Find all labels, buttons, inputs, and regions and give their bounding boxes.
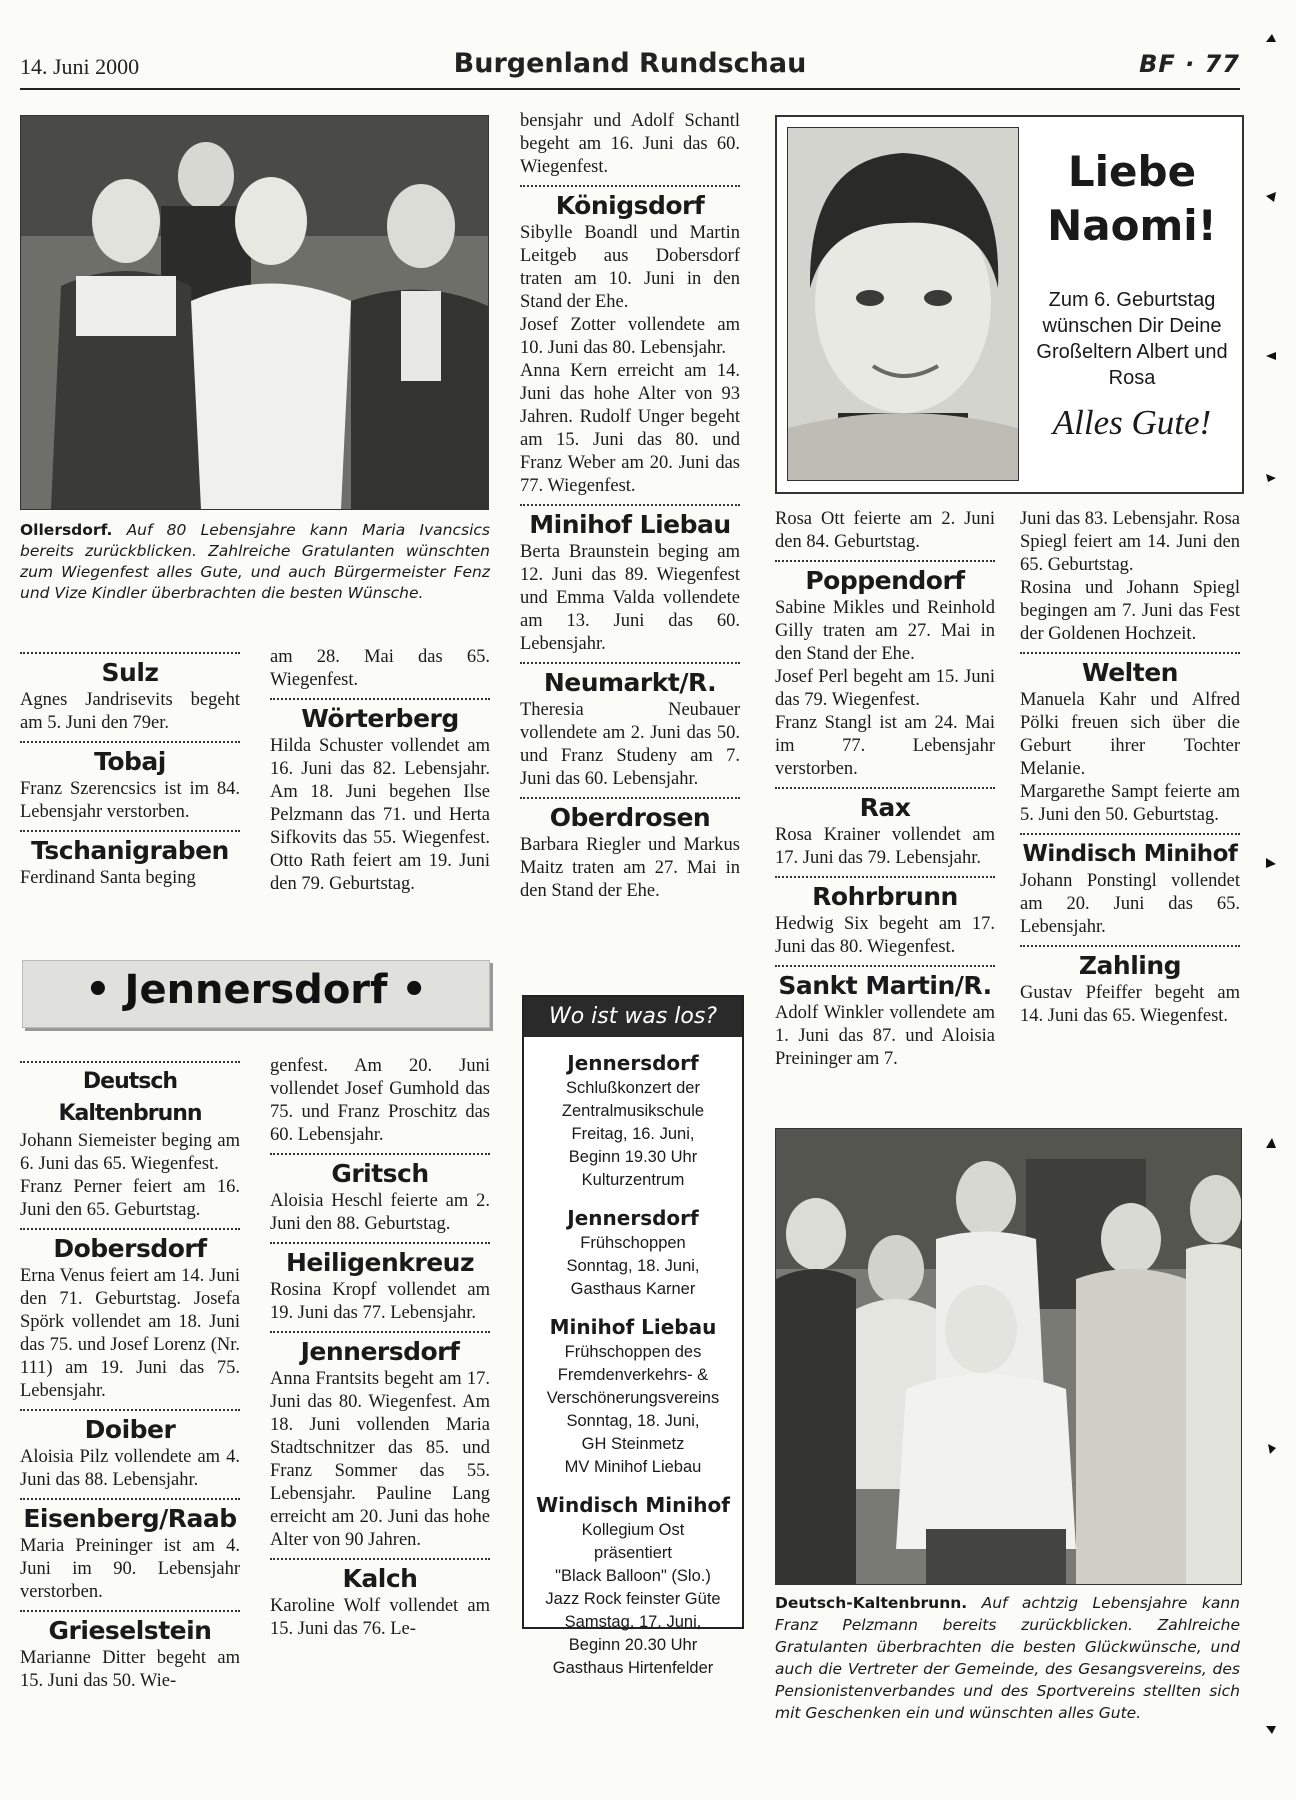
place-heading: Minihof Liebau <box>529 510 731 539</box>
event-line: Beginn 20.30 Uhr <box>568 1636 698 1654</box>
scan-mark <box>1264 470 1278 484</box>
separator <box>20 741 240 743</box>
issue-date: 14. Juni 2000 <box>20 54 140 79</box>
photo-ollersdorf-image <box>21 116 488 509</box>
news-item: Franz Stangl ist am 24. Mai im 77. Lebensjahr verstorben. <box>775 713 995 779</box>
news-item: Juni das 83. Lebensjahr. Rosa Spiegl feiert am 14. Juni den 65. Geburtstag. <box>1020 509 1240 575</box>
caption-text: Auf 80 Lebensjahre kann Maria Ivancsics bereits zurückblicken. Zahlreiche Gratulanten wünschten zum Wiegenfest alles Gute, und auch Bürgermeister Fenz und Vize Kindler überbrachten die besten Wünsche. <box>20 521 490 602</box>
news-item: Franz Szerencsics ist im 84. Lebensjahr verstorben. <box>20 779 240 822</box>
event-title: Jennersdorf <box>567 1206 699 1230</box>
page-header <box>20 48 1240 90</box>
separator <box>270 1331 490 1333</box>
separator <box>775 965 995 967</box>
event-item <box>524 1049 742 1192</box>
event-line: "Black Balloon" (Slo.) <box>555 1567 711 1585</box>
scan-mark <box>1264 348 1278 362</box>
place-heading: Neumarkt/R. <box>543 668 717 697</box>
event-line: Fremdenverkehrs- & <box>557 1366 709 1384</box>
place-heading: Königsdorf <box>555 191 705 220</box>
news-item: Sibylle Boandl und Martin Leitgeb aus Dobersdorf traten am 10. Juni in den Stand der Ehe. <box>520 223 740 312</box>
scan-mark <box>1264 1136 1278 1150</box>
place-heading: Wörterberg <box>301 704 459 733</box>
separator <box>520 504 740 506</box>
scan-mark <box>1264 856 1278 870</box>
scan-mark <box>1264 1722 1278 1736</box>
event-line: Samstag, 17. Juni, <box>564 1613 702 1631</box>
event-item <box>524 1313 742 1479</box>
place-heading: Kalch <box>342 1564 418 1593</box>
news-item: Johann Ponstingl vollendet am 20. Juni das 65. Lebensjahr. <box>1020 871 1240 937</box>
news-item: Ferdinand Santa beging <box>20 868 196 888</box>
separator <box>270 1153 490 1155</box>
separator <box>270 1242 490 1244</box>
news-item: Aloisia Heschl feierte am 2. Juni den 88. Geburtstag. <box>270 1191 490 1234</box>
separator <box>20 1228 240 1230</box>
separator <box>270 698 490 700</box>
caption-place: Ollersdorf. <box>20 521 113 539</box>
separator <box>520 185 740 187</box>
place-heading: Deutsch Kaltenbrunn <box>58 1069 202 1126</box>
news-item: Anna Kern erreicht am 14. Juni das hohe Alter von 93 Jahren. Rudolf Unger begeht am 15. Juni das 80. und Franz Weber am 20. Juni das 77. Wiegenfest. <box>520 361 740 496</box>
news-item: Theresia Neubauer vollendete am 2. Juni das 50. und Franz Studeny am 7. Juni das 60. Lebensjahr. <box>520 700 740 789</box>
place-heading: Heiligenkreuz <box>286 1248 474 1277</box>
place-heading: Grieselstein <box>48 1616 212 1645</box>
news-item: Manuela Kahr und Alfred Pölki freuen sich über die Geburt ihrer Tochter Melanie. <box>1020 690 1240 779</box>
column-c <box>520 110 740 903</box>
section-title: • Jennersdorf • <box>85 967 427 1013</box>
news-item: Karoline Wolf vollendet am 15. Juni das 76. Le- <box>270 1596 490 1639</box>
place-heading: Dobersdorf <box>53 1234 207 1263</box>
photo-ollersdorf-group <box>20 115 489 510</box>
separator <box>775 876 995 878</box>
photo-naomi-image <box>788 128 1018 480</box>
greeting-message: Zum 6. Geburtstag wünschen Dir Deine Großeltern Albert und Rosa <box>1036 289 1228 389</box>
event-line: Jazz Rock feinster Güte <box>545 1590 721 1608</box>
separator <box>270 1558 490 1560</box>
news-item: Rosina Kropf vollendet am 19. Juni das 77. Lebensjahr. <box>270 1280 490 1323</box>
news-item: genfest. Am 20. Juni vollendet Josef Gumhold das 75. und Franz Proschitz das 60. Lebensjahr. <box>270 1056 490 1145</box>
news-item: Agnes Jandrisevits begeht am 5. Juni den 79er. <box>20 690 240 733</box>
event-line: Beginn 19.30 Uhr <box>568 1148 698 1166</box>
scan-mark <box>1264 1442 1278 1456</box>
separator <box>20 1498 240 1500</box>
news-item: Hilda Schuster vollendet am 16. Juni das 82. Lebensjahr. Am 18. Juni begehen Ilse Pelzmann das 71. und Herta Sifkovits das 55. Wiegenfest. Otto Rath feiert am 19. Juni den 79. Geburtstag. <box>270 736 490 894</box>
column-f <box>20 1055 240 1693</box>
event-line: MV Minihof Liebau <box>564 1458 702 1476</box>
place-heading: Poppendorf <box>805 566 965 595</box>
place-heading: Sankt Martin/R. <box>778 971 992 1000</box>
column-g <box>270 1055 490 1641</box>
events-box <box>522 995 744 1677</box>
event-line: Gasthaus Hirtenfelder <box>552 1659 714 1677</box>
column-a <box>20 646 240 890</box>
news-item: Maria Preininger ist am 4. Juni im 90. Lebensjahr verstorben. <box>20 1536 240 1602</box>
news-item: Josef Zotter vollendete am 10. Juni das 80. Lebensjahr. <box>520 315 740 358</box>
place-heading: Eisenberg/Raab <box>23 1504 237 1533</box>
place-heading: Gritsch <box>331 1159 429 1188</box>
events-heading: Wo ist was los? <box>524 997 742 1037</box>
news-item: Berta Braunstein beging am 12. Juni das 89. Wiegenfest und Emma Valda vollendete am 13. Juni das 60. Lebensjahr. <box>520 542 740 654</box>
event-line: Frühschoppen <box>580 1234 686 1252</box>
place-heading: Windisch Minihof <box>1022 841 1238 867</box>
event-line: Schlußkonzert der <box>566 1079 700 1097</box>
place-heading: Rax <box>859 793 911 822</box>
photo-deutsch-kaltenbrunn-image <box>776 1129 1241 1584</box>
news-item: Franz Perner feiert am 16. Juni den 65. Geburtstag. <box>20 1177 240 1220</box>
scan-mark <box>1264 190 1278 204</box>
greeting-wish: Alles Gute! <box>1052 403 1212 442</box>
separator <box>1020 945 1240 947</box>
birthday-greeting-box <box>775 115 1244 494</box>
news-item: am 28. Mai das 65. Wiegenfest. <box>270 647 490 690</box>
news-item: bensjahr und Adolf Schantl begeht am 16. Juni das 60. Wiegenfest. <box>520 111 740 177</box>
event-line: Zentralmusikschule <box>561 1102 705 1120</box>
separator <box>775 560 995 562</box>
event-line: Verschönerungsvereins <box>546 1389 720 1407</box>
news-item: Rosa Ott feierte am 2. Juni den 84. Geburtstag. <box>775 509 995 552</box>
greeting-title: Liebe Naomi! <box>1047 147 1217 250</box>
event-title: Windisch Minihof <box>536 1493 730 1517</box>
news-item: Marianne Ditter begeht am 15. Juni das 50. Wie- <box>20 1648 240 1691</box>
separator <box>20 830 240 832</box>
photo-naomi <box>787 127 1019 481</box>
event-line: präsentiert <box>594 1544 672 1562</box>
separator <box>1020 652 1240 654</box>
news-item: Gustav Pfeiffer begeht am 14. Juni das 65. Wiegenfest. <box>1020 983 1240 1026</box>
scan-mark <box>1264 32 1278 46</box>
section-banner <box>22 960 490 1028</box>
separator <box>520 797 740 799</box>
column-d <box>775 508 995 1071</box>
place-heading: Rohrbrunn <box>812 882 958 911</box>
event-line: Frühschoppen des <box>564 1343 702 1361</box>
separator <box>20 1061 240 1063</box>
separator <box>1020 833 1240 835</box>
newspaper-title: Burgenland Rundschau <box>453 48 807 79</box>
event-line: Kulturzentrum <box>581 1171 685 1189</box>
news-item: Johann Siemeister beging am 6. Juni das 65. Wiegenfest. <box>20 1131 240 1174</box>
event-item <box>524 1204 742 1301</box>
photo-caption-ollersdorf <box>20 520 490 604</box>
place-heading: Doiber <box>84 1415 176 1444</box>
separator <box>775 787 995 789</box>
event-title: Jennersdorf <box>567 1051 699 1075</box>
event-item <box>524 1491 742 1680</box>
photo-caption-deutsch-kaltenbrunn <box>775 1592 1240 1724</box>
event-line: Gasthaus Karner <box>570 1280 696 1298</box>
news-item: Rosina und Johann Spiegl begingen am 7. Juni das Fest der Goldenen Hochzeit. <box>1020 578 1240 644</box>
caption-text: Auf achtzig Lebensjahre kann Franz Pelzmann bereits zurückblicken. Zahlreiche Gratulanten überbrachten die besten Glückwünsche, und auch die Vertreter der Gemeinde, des Gesangsvereins, des Pensionistenverbandes und des Sportvereins stellten sich mit Geschenken ein und wünschten alles Gute. <box>775 1594 1240 1722</box>
place-heading: Oberdrosen <box>549 803 711 832</box>
news-item: Hedwig Six begeht am 17. Juni das 80. Wiegenfest. <box>775 914 995 957</box>
news-item: Barbara Riegler und Markus Maitz traten am 27. Mai in den Stand der Ehe. <box>520 835 740 901</box>
separator <box>520 662 740 664</box>
separator <box>20 1610 240 1612</box>
event-title: Minihof Liebau <box>549 1315 717 1339</box>
news-item: Erna Venus feiert am 14. Juni den 71. Geburtstag. Josefa Spörk vollendet am 18. Juni das 75. und Josef Lorenz (Nr. 111) am 19. Juni das 75. Lebensjahr. <box>20 1266 240 1401</box>
place-heading: Welten <box>1082 658 1178 687</box>
place-heading: Sulz <box>101 658 159 687</box>
news-item: Aloisia Pilz vollendete am 4. Juni das 88. Lebensjahr. <box>20 1447 240 1490</box>
place-heading: Tobaj <box>94 747 166 776</box>
news-item: Margarethe Sampt feierte am 5. Juni den 50. Geburtstag. <box>1020 782 1240 825</box>
separator <box>20 1409 240 1411</box>
place-heading: Tschanigraben <box>31 836 229 865</box>
news-item: Sabine Mikles und Reinhold Gilly traten am 27. Mai in den Stand der Ehe. <box>775 598 995 664</box>
column-e <box>1020 508 1240 1028</box>
event-line: Sonntag, 18. Juni, <box>566 1257 700 1275</box>
separator <box>20 652 240 654</box>
news-item: Anna Frantsits begeht am 17. Juni das 80. Wiegenfest. Am 18. Juni vollenden Maria Stadtschnitzer das 85. und Franz Sommer das 55. Lebensjahr. Pauline Lang erreicht am 20. Juni das hohe Alter von 90 Jahren. <box>270 1369 490 1550</box>
news-item: Rosa Krainer vollendet am 17. Juni das 79. Lebensjahr. <box>775 825 995 868</box>
event-line: Kollegium Ost <box>581 1521 685 1539</box>
place-heading: Jennersdorf <box>300 1337 460 1366</box>
page-number: BF · 77 <box>1139 50 1240 78</box>
place-heading: Zahling <box>1078 951 1182 980</box>
event-line: Freitag, 16. Juni, <box>571 1125 695 1143</box>
column-b <box>270 646 490 896</box>
news-item: Adolf Winkler vollendete am 1. Juni das 87. und Aloisia Preininger am 7. <box>775 1003 995 1069</box>
event-line: GH Steinmetz <box>581 1435 685 1453</box>
photo-deutsch-kaltenbrunn-group <box>775 1128 1242 1585</box>
caption-place: Deutsch-Kaltenbrunn. <box>775 1594 968 1612</box>
event-line: Sonntag, 18. Juni, <box>566 1412 700 1430</box>
news-item: Josef Perl begeht am 15. Juni das 79. Wiegenfest. <box>775 667 995 710</box>
